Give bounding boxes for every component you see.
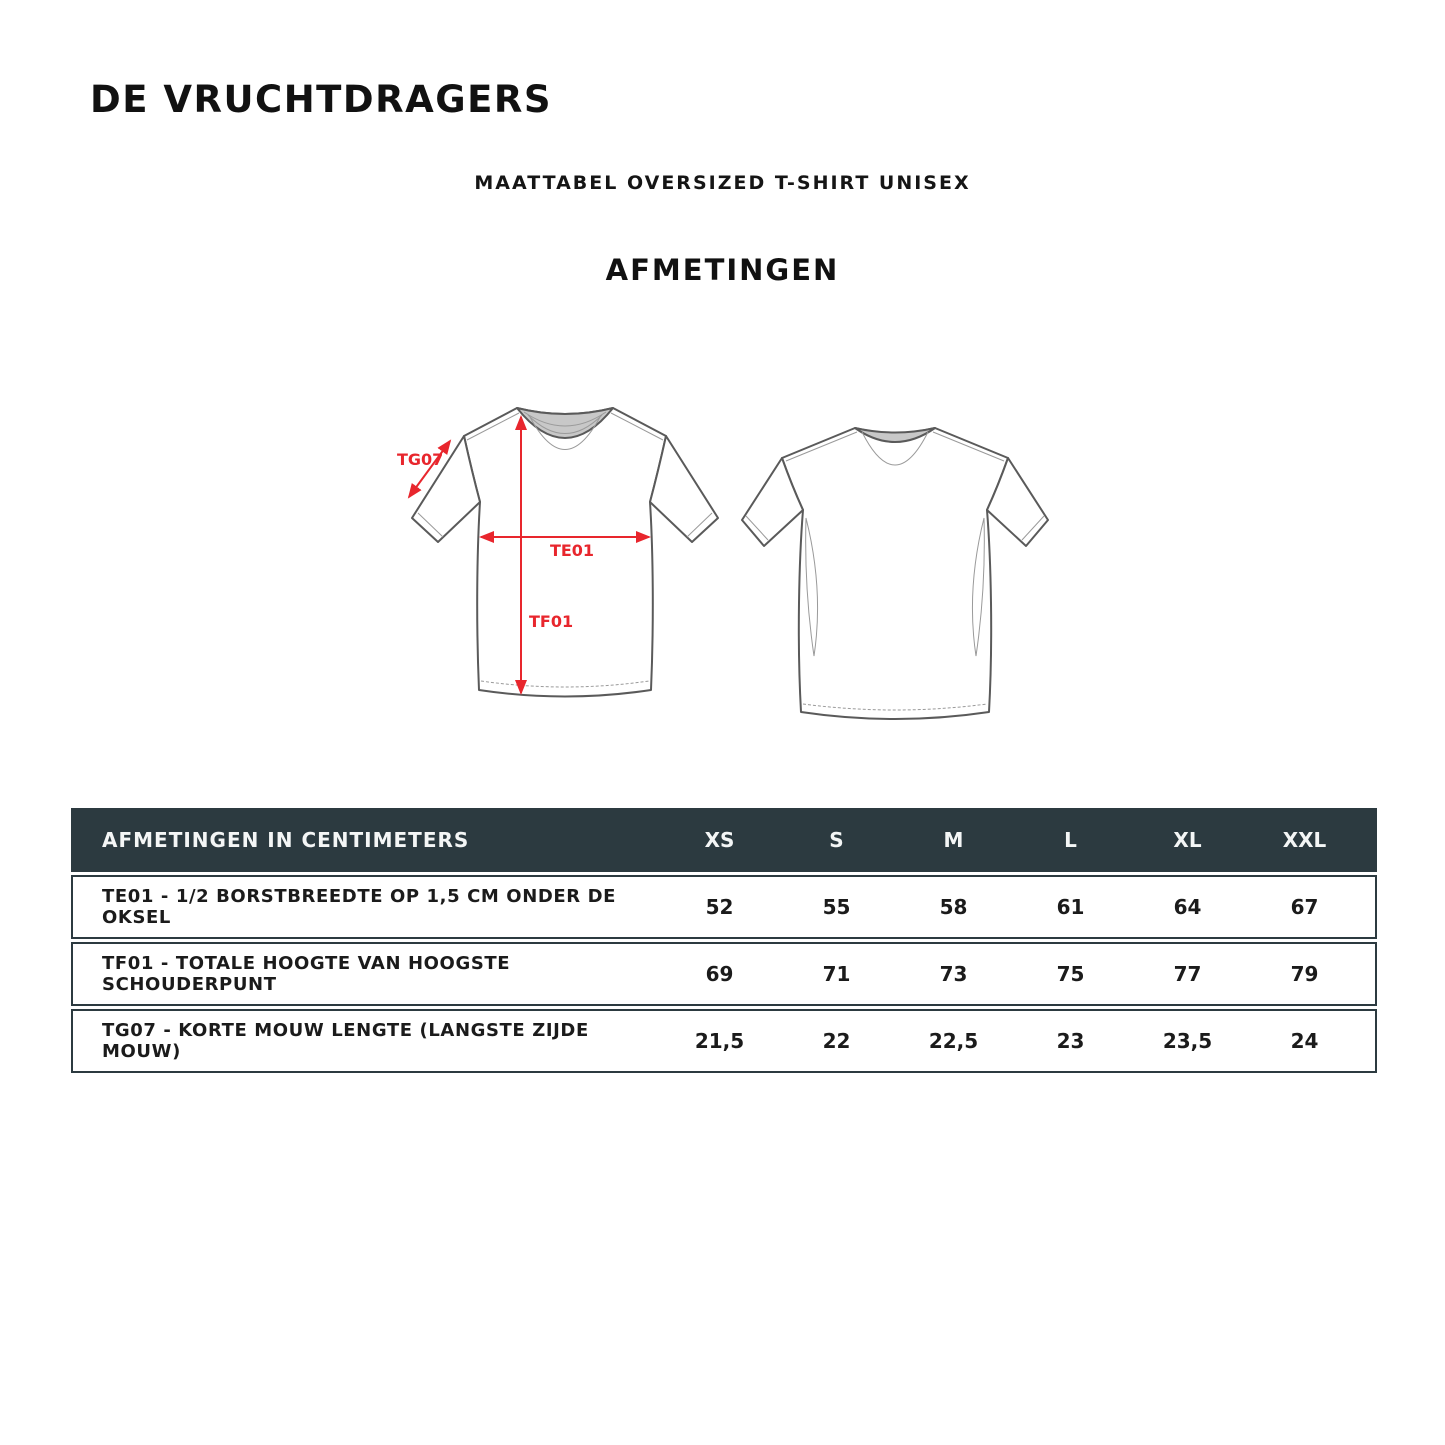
value-cell: 23,5 xyxy=(1162,1029,1213,1053)
row-label: TF01 - TOTALE HOOGTE VAN HOOGSTE SCHOUDERPUNT xyxy=(102,953,511,995)
table-row-total-length xyxy=(71,942,1377,1006)
value-cell: 67 xyxy=(1290,895,1319,919)
table-row-chest-width xyxy=(71,875,1377,939)
row-label: TG07 - KORTE MOUW LENGTE (LANGSTE ZIJDE MOUW) xyxy=(102,1020,589,1062)
value-cell: 52 xyxy=(705,895,734,919)
size-col-xs: XS xyxy=(704,828,735,852)
tshirt-size-diagram xyxy=(380,390,1080,740)
size-col-l: L xyxy=(1064,828,1077,852)
length-measure-label: TF01 xyxy=(529,612,574,631)
value-cell: 58 xyxy=(939,895,968,919)
value-cell: 79 xyxy=(1290,962,1319,986)
brand-title: DE VRUCHTDRAGERS xyxy=(90,78,553,121)
size-col-s: S xyxy=(829,828,844,852)
section-title: AFMETINGEN xyxy=(605,253,840,287)
value-cell: 77 xyxy=(1173,962,1202,986)
value-cell: 21,5 xyxy=(694,1029,745,1053)
size-table xyxy=(71,808,1377,1076)
value-cell: 22 xyxy=(822,1029,851,1053)
value-cell: 64 xyxy=(1173,895,1202,919)
table-header-row xyxy=(71,808,1377,872)
value-cell: 75 xyxy=(1056,962,1085,986)
value-cell: 73 xyxy=(939,962,968,986)
value-cell: 71 xyxy=(822,962,851,986)
table-header-label: AFMETINGEN IN CENTIMETERS xyxy=(102,828,470,852)
value-cell: 61 xyxy=(1056,895,1085,919)
value-cell: 24 xyxy=(1290,1029,1319,1053)
tshirt-back-view xyxy=(742,428,1048,719)
value-cell: 22,5 xyxy=(928,1029,979,1053)
value-cell: 55 xyxy=(822,895,851,919)
value-cell: 23 xyxy=(1056,1029,1085,1053)
row-label: TE01 - 1/2 BORSTBREEDTE OP 1,5 CM ONDER DE OKSEL xyxy=(102,886,617,928)
size-col-m: M xyxy=(943,828,964,852)
chest-measure-label: TE01 xyxy=(549,541,595,560)
value-cell: 69 xyxy=(705,962,734,986)
sleeve-measure-label: TG07 xyxy=(397,450,444,469)
page-subtitle: MAATTABEL OVERSIZED T-SHIRT UNISEX xyxy=(474,172,971,194)
table-row-sleeve-length xyxy=(71,1009,1377,1073)
size-col-xxl: XXL xyxy=(1282,828,1327,852)
size-col-xl: XL xyxy=(1173,828,1202,852)
